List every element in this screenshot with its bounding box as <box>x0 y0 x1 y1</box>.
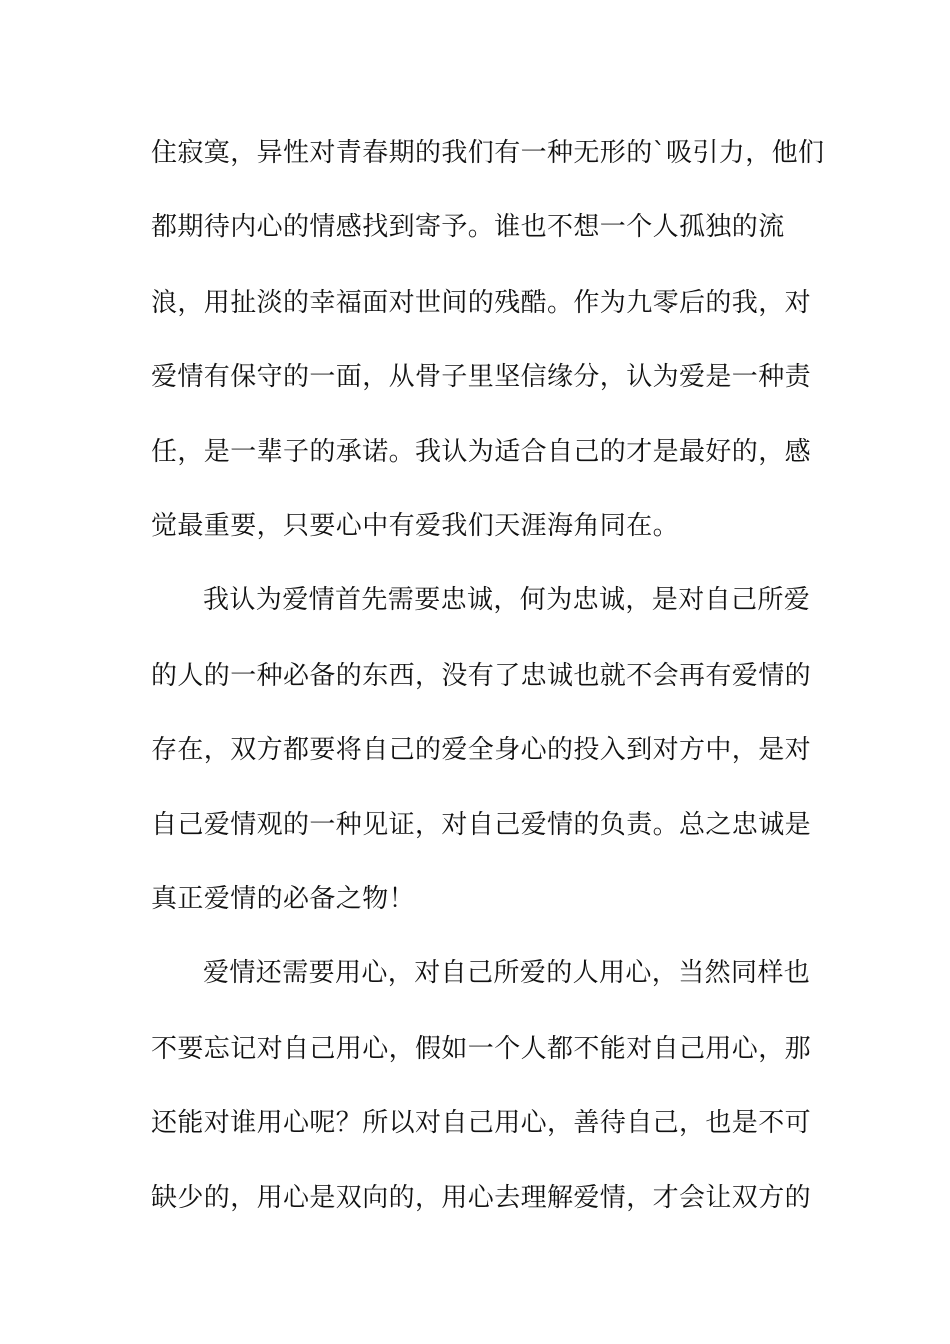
text-line: 任，是一辈子的承诺。我认为适合自己的才是最好的，感 <box>151 437 812 467</box>
text-line: 还能对谁用心呢？所以对自己用心，善待自己，也是不可 <box>151 1108 812 1138</box>
text-line: 真正爱情的必备之物！ <box>151 884 416 914</box>
text-line: 存在，双方都要将自己的爱全身心的投入到对方中，是对 <box>151 735 812 765</box>
text-line: 浪，用扯淡的幸福面对世间的残酷。作为九零后的我，对 <box>151 288 812 318</box>
paragraph-start-line: 爱情还需要用心，对自己所爱的人用心，当然同样也 <box>203 958 811 988</box>
paragraph-start-line: 我认为爱情首先需要忠诚，何为忠诚，是对自己所爱 <box>203 585 811 615</box>
text-line: 都期待内心的情感找到寄予。谁也不想一个人孤独的流 <box>151 212 785 242</box>
text-line: 觉最重要，只要心中有爱我们天涯海角同在。 <box>151 511 680 541</box>
text-line: 自己爱情观的一种见证，对自己爱情的负责。总之忠诚是 <box>151 810 812 840</box>
text-line: 爱情有保守的一面，从骨子里坚信缘分，认为爱是一种责 <box>151 362 812 392</box>
text-line: 住寂寞，异性对青春期的我们有一种无形的`吸引力，他们 <box>151 138 825 168</box>
text-line: 不要忘记对自己用心，假如一个人都不能对自己用心，那 <box>151 1034 812 1064</box>
text-line: 的人的一种必备的东西，没有了忠诚也就不会再有爱情的 <box>151 661 812 691</box>
text-line: 缺少的，用心是双向的，用心去理解爱情，才会让双方的 <box>151 1183 812 1213</box>
